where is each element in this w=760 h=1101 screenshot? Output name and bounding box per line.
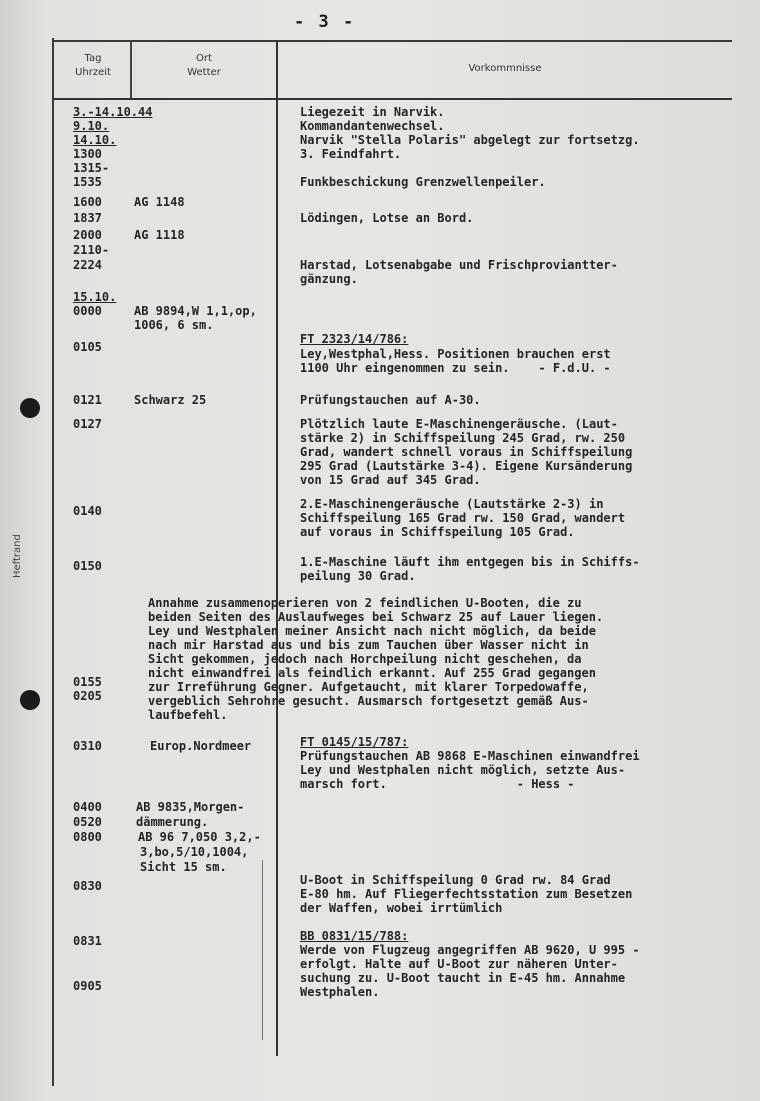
punch-hole (20, 398, 40, 418)
log-entry: peilung 30 Grad. (300, 569, 416, 583)
log-time: 0121 (73, 393, 102, 407)
header-tag-uhrzeit (58, 52, 128, 80)
log-assessment: beiden Seiten des Auslaufweges bei Schwarz 25 auf Lauer liegen. (148, 610, 604, 624)
log-assessment: Ley und Westphalen meiner Ansicht nach nicht möglich, da beide (148, 624, 596, 638)
pencil-mark (262, 860, 263, 1040)
log-entry: von 15 Grad auf 345 Grad. (300, 473, 481, 487)
margin-label-heftrand: Heftrand (12, 534, 23, 578)
log-position: AG 1148 (134, 195, 185, 209)
log-time: 0800 (73, 830, 102, 844)
log-entry: Lödingen, Lotse an Bord. (300, 211, 474, 225)
frame-left-border (52, 38, 54, 1086)
log-position-weather: 1006, 6 sm. (134, 318, 214, 332)
log-assessment: nach mir Harstad aus und bis zum Tauchen über Wasser nicht in (148, 638, 589, 652)
header-uhrzeit-label: Uhrzeit (75, 67, 111, 78)
log-entry: der Waffen, wobei irrtümlich (300, 901, 503, 915)
log-entry: U-Boot in Schiffspeilung 0 Grad rw. 84 Grad (300, 873, 611, 887)
log-entry: Prüfungstauchen AB 9868 E-Maschinen einwandfrei (300, 749, 640, 763)
log-time: 0205 (73, 689, 102, 703)
log-time: 0127 (73, 417, 102, 431)
log-entry: 1.E-Maschine läuft ihm entgegen bis in Schiffs- (300, 555, 640, 569)
log-position-weather: 3,bo,5/10,1004, (140, 845, 249, 859)
log-entry: 3. Feindfahrt. (300, 147, 402, 161)
log-position: Europ.Nordmeer (150, 739, 252, 753)
log-time: 1837 (73, 211, 102, 225)
log-time: 2224 (73, 258, 102, 272)
log-entry: Werde von Flugzeug angegriffen AB 9620, U 995 - (300, 943, 640, 957)
log-time: 2000 (73, 228, 102, 242)
log-entry: Ley und Westphalen nicht möglich, setzte Aus- (300, 763, 626, 777)
header-ort-label: Ort (196, 53, 212, 64)
punch-hole (20, 690, 40, 710)
log-assessment: Annahme zusammenoperieren von 2 feindlichen U-Booten, die zu (148, 596, 582, 610)
log-entry: marsch fort. - Hess - (300, 777, 575, 791)
log-time: 0150 (73, 559, 102, 573)
log-time: 0400 (73, 800, 102, 814)
log-entry: Prüfungstauchen auf A-30. (300, 393, 481, 407)
header-ort-wetter (134, 52, 274, 80)
radio-message-header: FT 2323/14/786: (300, 332, 409, 346)
log-position-weather: Sicht 15 sm. (140, 860, 227, 874)
log-position-weather: dämmerung. (136, 815, 209, 829)
log-time: 0105 (73, 340, 102, 354)
log-entry: 295 Grad (Lautstärke 3-4). Eigene Kursänderung (300, 459, 633, 473)
log-assessment: nicht einwandfrei als feindlich erkannt. Auf 255 Grad gegangen (148, 666, 596, 680)
log-entry: Liegezeit in Narvik. (300, 105, 445, 119)
log-time: 2110- (73, 243, 110, 257)
log-position-weather: AB 9894,W 1,1,op, (134, 304, 257, 318)
log-time: 1600 (73, 195, 102, 209)
log-entry: gänzung. (300, 272, 358, 286)
log-time: 0155 (73, 675, 102, 689)
log-time: 0000 (73, 304, 102, 318)
header-divider (52, 98, 732, 100)
log-position: Schwarz 25 (134, 393, 207, 407)
log-entry: E-80 hm. Auf Fliegerfechtsstation zum Besetzen (300, 887, 633, 901)
log-time: 0310 (73, 739, 102, 753)
log-time: 1300 (73, 147, 102, 161)
log-time: 0830 (73, 879, 102, 893)
log-entry: Plötzlich laute E-Maschinengeräusche. (Laut- (300, 417, 618, 431)
log-entry: auf voraus in Schiffspeilung 105 Grad. (300, 525, 575, 539)
header-tag-label: Tag (84, 53, 102, 64)
log-entry: Harstad, Lotsenabgabe und Frischproviantter- (300, 258, 618, 272)
log-time: 0140 (73, 504, 102, 518)
log-entry: suchung zu. U-Boot taucht in E-45 hm. Annahme (300, 971, 626, 985)
log-position: AG 1118 (134, 228, 185, 242)
log-assessment: laufbefehl. (148, 708, 228, 722)
log-entry: Schiffspeilung 165 Grad rw. 150 Grad, wandert (300, 511, 626, 525)
log-time: 0905 (73, 979, 102, 993)
frame-top-border (52, 40, 732, 42)
page-number: - 3 - (294, 12, 356, 32)
log-time: 9.10. (73, 119, 110, 133)
log-time: 3.-14.10.44 (73, 105, 153, 119)
log-position-weather: AB 96 7,050 3,2,- (138, 830, 261, 844)
log-time: 0520 (73, 815, 102, 829)
radio-message-header: BB 0831/15/788: (300, 929, 409, 943)
log-assessment: Sicht gekommen, jedoch nach Horchpeilung nicht geschehen, da (148, 652, 582, 666)
log-entry: Funkbeschickung Grenzwellenpeiler. (300, 175, 546, 189)
log-entry: 1100 Uhr eingenommen zu sein. - F.d.U. - (300, 361, 611, 375)
log-assessment: vergeblich Sehrohre gesucht. Ausmarsch fortgesetzt gemäß Aus- (148, 694, 589, 708)
log-time: 1535 (73, 175, 102, 189)
radio-message-header: FT 0145/15/787: (300, 735, 409, 749)
column-divider-tag-ort (130, 42, 132, 100)
header-wetter-label: Wetter (187, 67, 221, 78)
log-time: 14.10. (73, 133, 117, 147)
log-entry: Westphalen. (300, 985, 380, 999)
log-time: 1315- (73, 161, 110, 175)
column-divider-ort-vorkommnisse (276, 42, 278, 1056)
log-entry: Kommandantenwechsel. (300, 119, 445, 133)
log-assessment: zur Irreführung Gegner. Aufgetaucht, mit klarer Torpedowaffe, (148, 680, 589, 694)
log-entry: erfolgt. Halte auf U-Boot zur näheren Unter- (300, 957, 618, 971)
log-entry: Narvik "Stella Polaris" abgelegt zur fortsetzg. (300, 133, 640, 147)
header-vorkommnisse: Vorkommnisse (468, 63, 542, 74)
log-time: 0831 (73, 934, 102, 948)
log-entry: Grad, wandert schnell voraus in Schiffspeilung (300, 445, 633, 459)
log-entry: Ley,Westphal,Hess. Positionen brauchen erst (300, 347, 611, 361)
log-date: 15.10. (73, 290, 117, 304)
log-entry: stärke 2) in Schiffspeilung 245 Grad, rw. 250 (300, 431, 626, 445)
log-entry: 2.E-Maschinengeräusche (Lautstärke 2-3) in (300, 497, 604, 511)
log-position-weather: AB 9835,Morgen- (136, 800, 245, 814)
